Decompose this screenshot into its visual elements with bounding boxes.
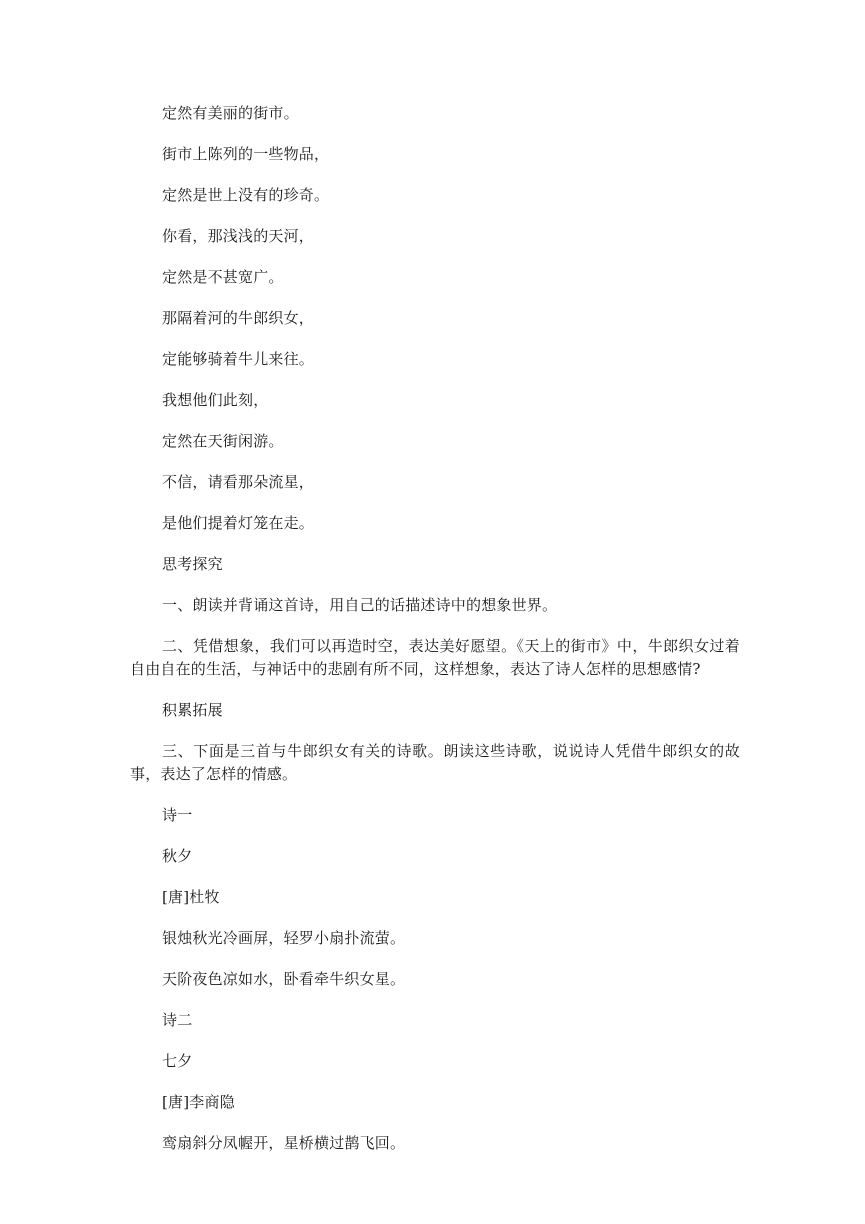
section-heading: 积累拓展 <box>162 701 223 719</box>
poem-label: 诗一 <box>162 806 193 824</box>
question-item: 三、下面是三首与牛郎织女有关的诗歌。朗读这些诗歌，说说诗人凭借牛郎织女的故事，表达了怎样的情感。 <box>130 742 740 783</box>
question-item: 一、朗读并背诵这首诗，用自己的话描述诗中的想象世界。 <box>162 596 558 614</box>
poem-line: 定然在天街闲游。 <box>162 432 284 450</box>
poem-line: 鸾扇斜分凤幄开，星桥横过鹊飞回。 <box>162 1134 406 1152</box>
poem-label: 诗二 <box>162 1011 193 1029</box>
poem-title: 七夕 <box>162 1052 193 1070</box>
poem-line: 定然是世上没有的珍奇。 <box>162 186 330 204</box>
poem-line: 那隔着河的牛郎织女， <box>162 309 315 327</box>
poem-line: 天阶夜色凉如水，卧看牵牛织女星。 <box>162 970 406 988</box>
poem-author: [唐]李商隐 <box>162 1093 235 1111</box>
poem-title: 秋夕 <box>162 847 193 865</box>
document-body <box>130 102 740 1173</box>
poem-line: 定能够骑着牛儿来往。 <box>162 350 315 368</box>
poem-line: 我想他们此刻， <box>162 391 269 409</box>
poem-line: 定然有美丽的街市。 <box>162 104 299 122</box>
poem-line: 你看，那浅浅的天河， <box>162 227 315 245</box>
poem-line: 街市上陈列的一些物品， <box>162 145 330 163</box>
section-heading: 思考探究 <box>162 555 223 573</box>
question-item: 二、凭借想象，我们可以再造时空，表达美好愿望。《天上的街市》中，牛郎织女过着自由自在的生活，与神话中的悲剧有所不同，这样想象，表达了诗人怎样的思想感情? <box>130 637 740 678</box>
poem-line: 不信，请看那朵流星， <box>162 473 315 491</box>
poem-line: 定然是不甚宽广。 <box>162 268 284 286</box>
poem-line: 是他们提着灯笼在走。 <box>162 514 315 532</box>
poem-line: 银烛秋光冷画屏，轻罗小扇扑流萤。 <box>162 929 406 947</box>
poem-author: [唐]杜牧 <box>162 888 220 906</box>
